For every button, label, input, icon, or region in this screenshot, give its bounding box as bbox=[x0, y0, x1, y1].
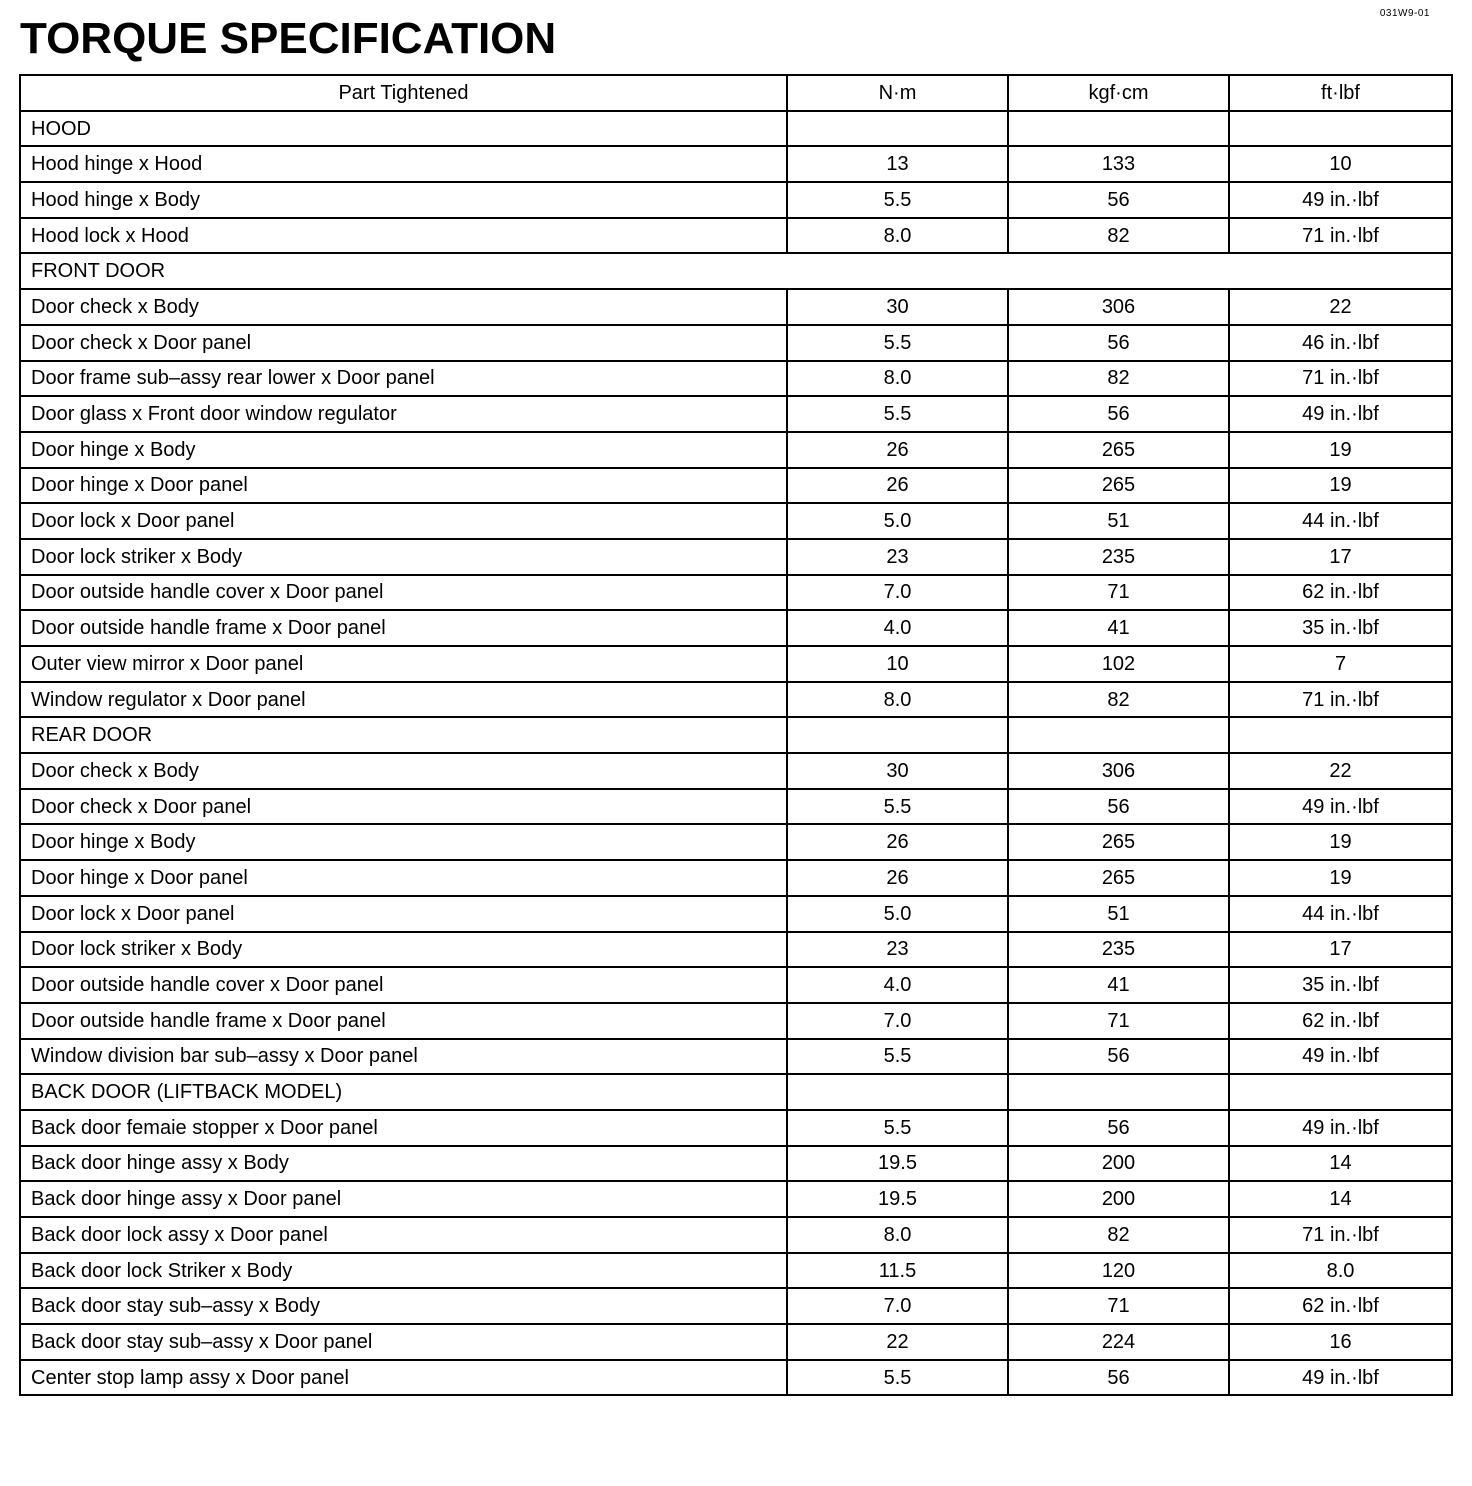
nm-cell: 5.5 bbox=[787, 325, 1008, 361]
part-cell: Door hinge x Door panel bbox=[20, 468, 787, 504]
table-row bbox=[20, 218, 1452, 254]
ftlbf-cell: 16 bbox=[1229, 1324, 1452, 1360]
ftlbf-cell: 62 in.·lbf bbox=[1229, 1003, 1452, 1039]
part-cell: Door outside handle frame x Door panel bbox=[20, 1003, 787, 1039]
section-title: HOOD bbox=[20, 111, 787, 147]
ftlbf-cell: 49 in.·lbf bbox=[1229, 182, 1452, 218]
table-row bbox=[20, 824, 1452, 860]
table-row bbox=[20, 325, 1452, 361]
kgf-cell: 82 bbox=[1008, 361, 1229, 397]
part-cell: Back door stay sub–assy x Door panel bbox=[20, 1324, 787, 1360]
part-cell: Hood hinge x Hood bbox=[20, 146, 787, 182]
kgf-cell: 265 bbox=[1008, 824, 1229, 860]
kgf-cell: 82 bbox=[1008, 218, 1229, 254]
kgf-cell: 102 bbox=[1008, 646, 1229, 682]
section-header-row bbox=[20, 111, 1452, 147]
ftlbf-cell: 71 in.·lbf bbox=[1229, 361, 1452, 397]
ftlbf-cell: 14 bbox=[1229, 1146, 1452, 1182]
ftlbf-cell: 46 in.·lbf bbox=[1229, 325, 1452, 361]
column-header-ftlbf: ft·lbf bbox=[1229, 75, 1452, 111]
empty-cell bbox=[1229, 1074, 1452, 1110]
document-code: 031W9-01 bbox=[1379, 8, 1430, 19]
part-cell: Back door femaie stopper x Door panel bbox=[20, 1110, 787, 1146]
section-header-row bbox=[20, 717, 1452, 753]
ftlbf-cell: 35 in.·lbf bbox=[1229, 610, 1452, 646]
kgf-cell: 56 bbox=[1008, 182, 1229, 218]
nm-cell: 5.0 bbox=[787, 503, 1008, 539]
table-row bbox=[20, 896, 1452, 932]
kgf-cell: 82 bbox=[1008, 682, 1229, 718]
ftlbf-cell: 71 in.·lbf bbox=[1229, 218, 1452, 254]
nm-cell: 4.0 bbox=[787, 610, 1008, 646]
nm-cell: 7.0 bbox=[787, 1003, 1008, 1039]
nm-cell: 7.0 bbox=[787, 1288, 1008, 1324]
kgf-cell: 56 bbox=[1008, 1110, 1229, 1146]
table-row bbox=[20, 1253, 1452, 1289]
nm-cell: 4.0 bbox=[787, 967, 1008, 1003]
nm-cell: 30 bbox=[787, 753, 1008, 789]
section-title: REAR DOOR bbox=[20, 717, 787, 753]
ftlbf-cell: 71 in.·lbf bbox=[1229, 682, 1452, 718]
part-cell: Door glass x Front door window regulator bbox=[20, 396, 787, 432]
nm-cell: 5.5 bbox=[787, 1110, 1008, 1146]
part-cell: Door hinge x Body bbox=[20, 432, 787, 468]
kgf-cell: 51 bbox=[1008, 503, 1229, 539]
ftlbf-cell: 35 in.·lbf bbox=[1229, 967, 1452, 1003]
nm-cell: 26 bbox=[787, 824, 1008, 860]
ftlbf-cell: 44 in.·lbf bbox=[1229, 503, 1452, 539]
empty-cell bbox=[1008, 111, 1229, 147]
kgf-cell: 235 bbox=[1008, 932, 1229, 968]
column-header-kgf: kgf·cm bbox=[1008, 75, 1229, 111]
part-cell: Center stop lamp assy x Door panel bbox=[20, 1360, 787, 1396]
ftlbf-cell: 19 bbox=[1229, 860, 1452, 896]
part-cell: Door lock striker x Body bbox=[20, 932, 787, 968]
kgf-cell: 120 bbox=[1008, 1253, 1229, 1289]
part-cell: Back door lock assy x Door panel bbox=[20, 1217, 787, 1253]
table-row bbox=[20, 289, 1452, 325]
ftlbf-cell: 19 bbox=[1229, 824, 1452, 860]
table-row bbox=[20, 932, 1452, 968]
part-cell: Back door hinge assy x Body bbox=[20, 1146, 787, 1182]
nm-cell: 8.0 bbox=[787, 1217, 1008, 1253]
kgf-cell: 82 bbox=[1008, 1217, 1229, 1253]
ftlbf-cell: 49 in.·lbf bbox=[1229, 789, 1452, 825]
ftlbf-cell: 7 bbox=[1229, 646, 1452, 682]
ftlbf-cell: 71 in.·lbf bbox=[1229, 1217, 1452, 1253]
kgf-cell: 235 bbox=[1008, 539, 1229, 575]
kgf-cell: 200 bbox=[1008, 1181, 1229, 1217]
ftlbf-cell: 62 in.·lbf bbox=[1229, 1288, 1452, 1324]
part-cell: Back door stay sub–assy x Body bbox=[20, 1288, 787, 1324]
part-cell: Door lock x Door panel bbox=[20, 896, 787, 932]
kgf-cell: 51 bbox=[1008, 896, 1229, 932]
table-row bbox=[20, 361, 1452, 397]
nm-cell: 30 bbox=[787, 289, 1008, 325]
table-row bbox=[20, 682, 1452, 718]
nm-cell: 5.5 bbox=[787, 1039, 1008, 1075]
ftlbf-cell: 49 in.·lbf bbox=[1229, 1039, 1452, 1075]
empty-cell bbox=[1008, 717, 1229, 753]
table-row bbox=[20, 860, 1452, 896]
part-cell: Door check x Door panel bbox=[20, 789, 787, 825]
part-cell: Door check x Body bbox=[20, 753, 787, 789]
table-row bbox=[20, 789, 1452, 825]
nm-cell: 10 bbox=[787, 646, 1008, 682]
part-cell: Door hinge x Body bbox=[20, 824, 787, 860]
part-cell: Door lock striker x Body bbox=[20, 539, 787, 575]
kgf-cell: 41 bbox=[1008, 610, 1229, 646]
table-row bbox=[20, 182, 1452, 218]
part-cell: Outer view mirror x Door panel bbox=[20, 646, 787, 682]
kgf-cell: 56 bbox=[1008, 396, 1229, 432]
table-row bbox=[20, 539, 1452, 575]
table-row bbox=[20, 1039, 1452, 1075]
table-row bbox=[20, 1003, 1452, 1039]
nm-cell: 8.0 bbox=[787, 218, 1008, 254]
ftlbf-cell: 19 bbox=[1229, 468, 1452, 504]
nm-cell: 26 bbox=[787, 860, 1008, 896]
table-row bbox=[20, 146, 1452, 182]
kgf-cell: 56 bbox=[1008, 789, 1229, 825]
kgf-cell: 41 bbox=[1008, 967, 1229, 1003]
kgf-cell: 265 bbox=[1008, 468, 1229, 504]
ftlbf-cell: 8.0 bbox=[1229, 1253, 1452, 1289]
ftlbf-cell: 49 in.·lbf bbox=[1229, 396, 1452, 432]
ftlbf-cell: 17 bbox=[1229, 932, 1452, 968]
nm-cell: 19.5 bbox=[787, 1146, 1008, 1182]
ftlbf-cell: 22 bbox=[1229, 753, 1452, 789]
section-title: BACK DOOR (LIFTBACK MODEL) bbox=[20, 1074, 787, 1110]
kgf-cell: 265 bbox=[1008, 432, 1229, 468]
part-cell: Door frame sub–assy rear lower x Door panel bbox=[20, 361, 787, 397]
empty-cell bbox=[787, 111, 1008, 147]
table-row bbox=[20, 1288, 1452, 1324]
part-cell: Door outside handle cover x Door panel bbox=[20, 967, 787, 1003]
part-cell: Hood hinge x Body bbox=[20, 182, 787, 218]
part-cell: Back door hinge assy x Door panel bbox=[20, 1181, 787, 1217]
table-row bbox=[20, 1181, 1452, 1217]
column-header-nm: N·m bbox=[787, 75, 1008, 111]
nm-cell: 11.5 bbox=[787, 1253, 1008, 1289]
nm-cell: 5.5 bbox=[787, 396, 1008, 432]
part-cell: Door check x Body bbox=[20, 289, 787, 325]
part-cell: Back door lock Striker x Body bbox=[20, 1253, 787, 1289]
kgf-cell: 71 bbox=[1008, 1003, 1229, 1039]
nm-cell: 19.5 bbox=[787, 1181, 1008, 1217]
page-title: TORQUE SPECIFICATION bbox=[20, 14, 557, 63]
kgf-cell: 56 bbox=[1008, 1360, 1229, 1396]
kgf-cell: 306 bbox=[1008, 289, 1229, 325]
part-cell: Door outside handle frame x Door panel bbox=[20, 610, 787, 646]
torque-table bbox=[19, 74, 1453, 1396]
kgf-cell: 306 bbox=[1008, 753, 1229, 789]
part-cell: Window division bar sub–assy x Door panel bbox=[20, 1039, 787, 1075]
nm-cell: 5.0 bbox=[787, 896, 1008, 932]
part-cell: Door outside handle cover x Door panel bbox=[20, 575, 787, 611]
table-row bbox=[20, 610, 1452, 646]
table-row bbox=[20, 432, 1452, 468]
ftlbf-cell: 62 in.·lbf bbox=[1229, 575, 1452, 611]
nm-cell: 8.0 bbox=[787, 682, 1008, 718]
section-header-row bbox=[20, 1074, 1452, 1110]
table-row bbox=[20, 1110, 1452, 1146]
nm-cell: 7.0 bbox=[787, 575, 1008, 611]
empty-cell bbox=[787, 717, 1008, 753]
kgf-cell: 200 bbox=[1008, 1146, 1229, 1182]
ftlbf-cell: 44 in.·lbf bbox=[1229, 896, 1452, 932]
nm-cell: 26 bbox=[787, 468, 1008, 504]
nm-cell: 13 bbox=[787, 146, 1008, 182]
table-row bbox=[20, 1217, 1452, 1253]
table-row bbox=[20, 1360, 1452, 1396]
kgf-cell: 133 bbox=[1008, 146, 1229, 182]
table-row bbox=[20, 646, 1452, 682]
empty-cell bbox=[787, 1074, 1008, 1110]
nm-cell: 23 bbox=[787, 932, 1008, 968]
nm-cell: 5.5 bbox=[787, 1360, 1008, 1396]
ftlbf-cell: 49 in.·lbf bbox=[1229, 1110, 1452, 1146]
table-header-row bbox=[20, 75, 1452, 111]
kgf-cell: 56 bbox=[1008, 1039, 1229, 1075]
table-row bbox=[20, 503, 1452, 539]
nm-cell: 5.5 bbox=[787, 182, 1008, 218]
part-cell: Door check x Door panel bbox=[20, 325, 787, 361]
kgf-cell: 71 bbox=[1008, 575, 1229, 611]
empty-cell bbox=[1229, 717, 1452, 753]
ftlbf-cell: 49 in.·lbf bbox=[1229, 1360, 1452, 1396]
empty-cell bbox=[1008, 1074, 1229, 1110]
table-body bbox=[20, 111, 1452, 1396]
nm-cell: 26 bbox=[787, 432, 1008, 468]
table-row bbox=[20, 575, 1452, 611]
ftlbf-cell: 17 bbox=[1229, 539, 1452, 575]
section-header-row bbox=[20, 253, 1452, 289]
empty-cell bbox=[1229, 111, 1452, 147]
kgf-cell: 265 bbox=[1008, 860, 1229, 896]
table-row bbox=[20, 396, 1452, 432]
nm-cell: 5.5 bbox=[787, 789, 1008, 825]
ftlbf-cell: 10 bbox=[1229, 146, 1452, 182]
table-row bbox=[20, 967, 1452, 1003]
nm-cell: 8.0 bbox=[787, 361, 1008, 397]
nm-cell: 23 bbox=[787, 539, 1008, 575]
nm-cell: 22 bbox=[787, 1324, 1008, 1360]
table-row bbox=[20, 1324, 1452, 1360]
kgf-cell: 224 bbox=[1008, 1324, 1229, 1360]
ftlbf-cell: 14 bbox=[1229, 1181, 1452, 1217]
kgf-cell: 56 bbox=[1008, 325, 1229, 361]
table-row bbox=[20, 1146, 1452, 1182]
table-row bbox=[20, 753, 1452, 789]
column-header-part: Part Tightened bbox=[20, 75, 787, 111]
part-cell: Door hinge x Door panel bbox=[20, 860, 787, 896]
kgf-cell: 71 bbox=[1008, 1288, 1229, 1324]
table-row bbox=[20, 468, 1452, 504]
section-title: FRONT DOOR bbox=[20, 253, 1452, 289]
part-cell: Hood lock x Hood bbox=[20, 218, 787, 254]
ftlbf-cell: 22 bbox=[1229, 289, 1452, 325]
part-cell: Window regulator x Door panel bbox=[20, 682, 787, 718]
ftlbf-cell: 19 bbox=[1229, 432, 1452, 468]
part-cell: Door lock x Door panel bbox=[20, 503, 787, 539]
